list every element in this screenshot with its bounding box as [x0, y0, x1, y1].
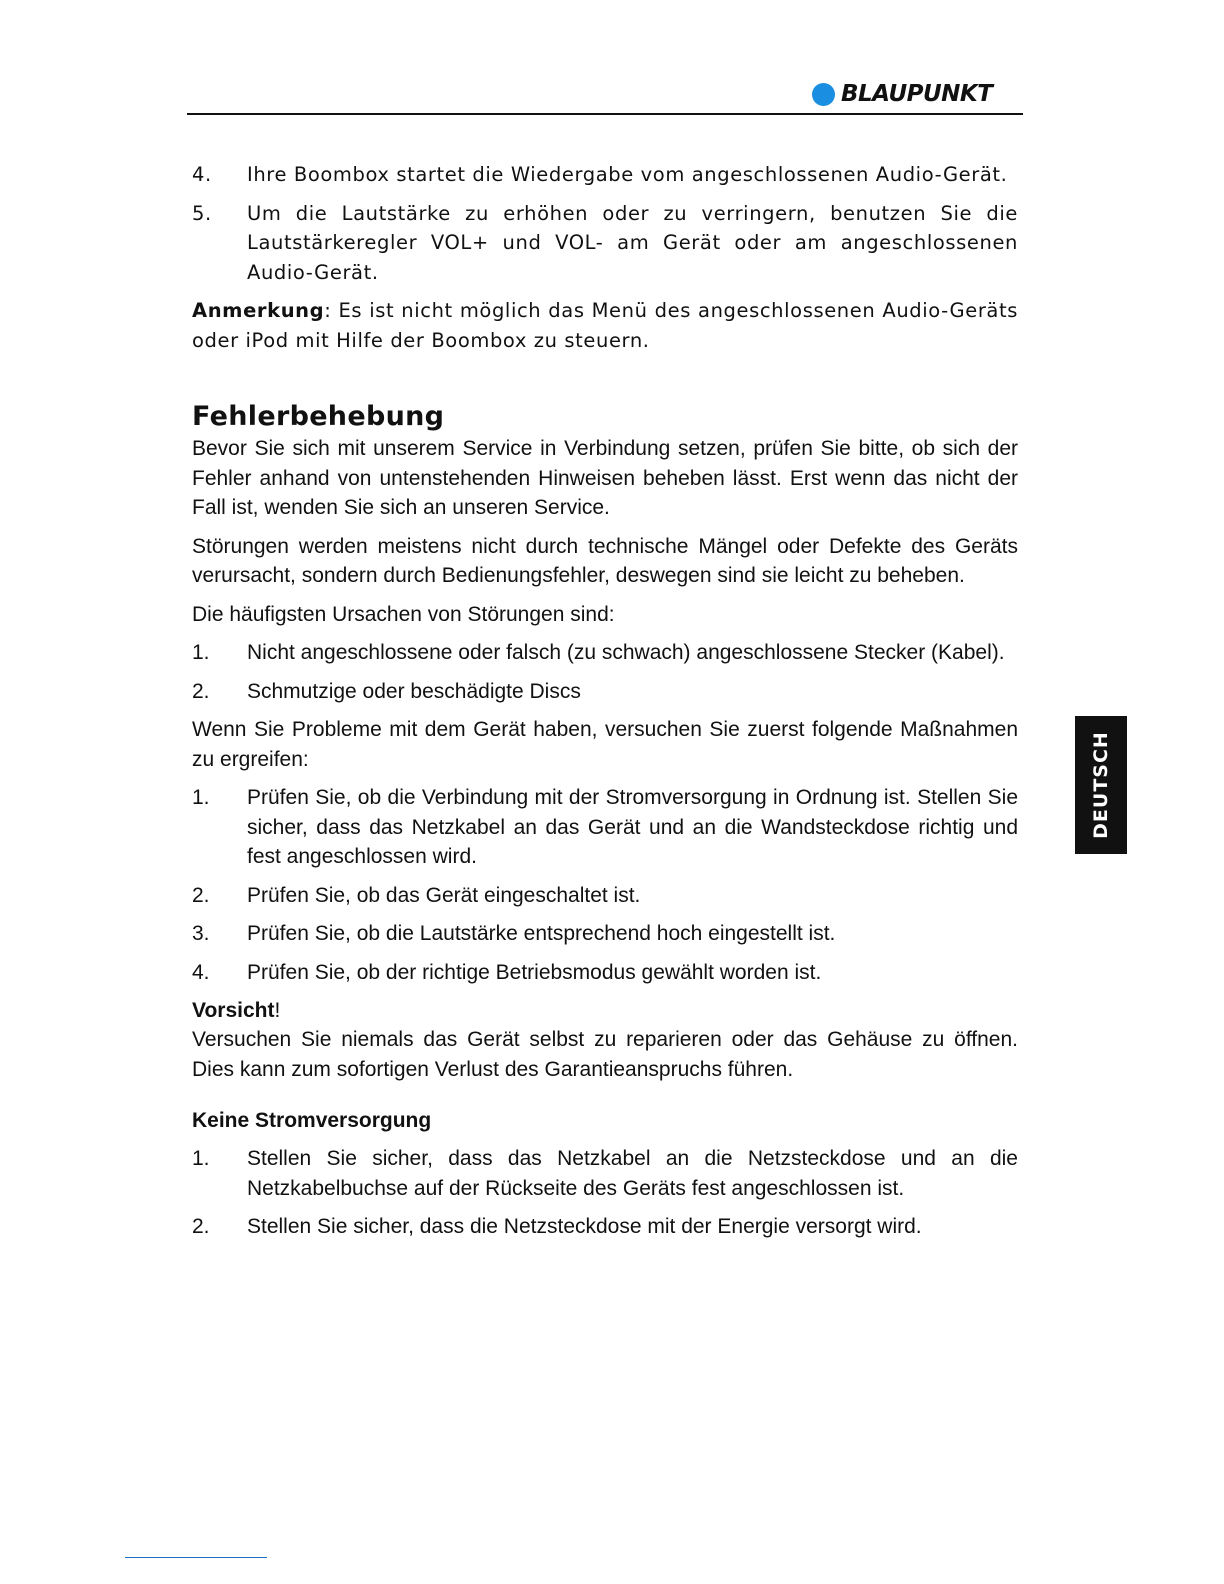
list-item	[192, 783, 1018, 872]
page-content	[192, 160, 1018, 1251]
brand-logo	[812, 80, 1024, 108]
list-text: Um die Lautstärke zu erhöhen oder zu verringern, benutzen Sie die Lautstärkeregler VOL+ und VOL- am Gerät oder am angeschlossenen Audio-Gerät.	[247, 201, 1018, 284]
list-item	[192, 677, 1018, 707]
note-paragraph	[192, 296, 1018, 355]
list-text: Prüfen Sie, ob der richtige Betriebsmodus gewählt worden ist.	[247, 960, 822, 984]
list-number: 3.	[192, 922, 210, 945]
list-text: Schmutzige oder beschädigte Discs	[247, 679, 581, 703]
caution-mark: !	[274, 999, 281, 1022]
list-text: Stellen Sie sicher, dass die Netzsteckdose mit der Energie versorgt wird.	[247, 1215, 922, 1238]
list-number: 2.	[192, 883, 210, 907]
note-label: Anmerkung	[192, 299, 325, 322]
brand-dot-icon	[812, 83, 835, 106]
measures-intro: Wenn Sie Probleme mit dem Gerät haben, versuchen Sie zuerst folgende Maßnahmen zu ergreifen:	[192, 718, 1018, 771]
header-rule	[187, 113, 1023, 115]
list-text: Prüfen Sie, ob das Gerät eingeschaltet ist.	[247, 883, 641, 907]
intro-paragraph: Bevor Sie sich mit unserem Service in Verbindung setzen, prüfen Sie bitte, ob sich der Fehler anhand von untenstehenden Hinweisen beheben lässt. Erst wenn das nicht der Fall ist, wenden Sie sich an unseren Service.	[192, 437, 1018, 519]
list-text: Prüfen Sie, ob die Verbindung mit der Stromversorgung in Ordnung ist. Stellen Sie sicher, dass das Netzkabel an das Gerät und an die Wandsteckdose richtig und fest angeschlossen wird.	[247, 786, 1018, 868]
list-number: 1.	[192, 641, 210, 664]
list-item	[192, 199, 1018, 288]
list-item	[192, 919, 1018, 949]
list-item	[192, 638, 1018, 668]
footer-link-underline	[125, 1557, 267, 1558]
list-number: 1.	[192, 1147, 210, 1170]
intro-paragraph: Störungen werden meistens nicht durch technische Mängel oder Defekte des Geräts verursacht, sondern durch Bedienungsfehler, deswegen sind sie leicht zu beheben.	[192, 534, 1018, 587]
subsection-title: Keine Stromversorgung	[192, 1109, 432, 1132]
list-text: Ihre Boombox startet die Wiedergabe vom angeschlossenen Audio-Gerät.	[247, 163, 1008, 186]
list-item	[192, 958, 1018, 988]
list-number: 2.	[192, 1215, 210, 1238]
list-number: 2.	[192, 679, 210, 703]
list-number: 5.	[192, 201, 212, 225]
caution-label: Vorsicht	[192, 999, 275, 1022]
list-number: 4.	[192, 960, 210, 984]
list-text: Nicht angeschlossene oder falsch (zu schwach) angeschlossene Stecker (Kabel).	[247, 641, 1005, 664]
list-number: 4.	[192, 163, 212, 186]
caution-text: Versuchen Sie niemals das Gerät selbst zu reparieren oder das Gehäuse zu öffnen. Dies kann zum sofortigen Verlust des Garantieanspruchs führen.	[192, 1028, 1018, 1081]
section-title: Fehlerbehebung	[192, 401, 445, 432]
list-item	[192, 1212, 1018, 1242]
list-item	[192, 160, 1018, 190]
list-item	[192, 881, 1018, 911]
language-tab	[1075, 716, 1127, 854]
note-text: : Es ist nicht möglich das Menü des angeschlossenen Audio-Geräts oder iPod mit Hilfe der Boombox zu steuern.	[192, 299, 1018, 352]
list-text: Prüfen Sie, ob die Lautstärke entsprechend hoch eingestellt ist.	[247, 922, 836, 945]
language-tab-label: DEUTSCH	[1090, 731, 1113, 839]
causes-intro: Die häufigsten Ursachen von Störungen sind:	[192, 602, 615, 626]
caution-heading	[192, 996, 1018, 1025]
list-item	[192, 1144, 1018, 1203]
brand-name: BLAUPUNKT	[841, 80, 993, 107]
list-text: Stellen Sie sicher, dass das Netzkabel an die Netzsteckdose und an die Netzkabelbuchse auf der Rückseite des Geräts fest angeschlossen ist.	[247, 1147, 1018, 1200]
list-number: 1.	[192, 786, 210, 809]
